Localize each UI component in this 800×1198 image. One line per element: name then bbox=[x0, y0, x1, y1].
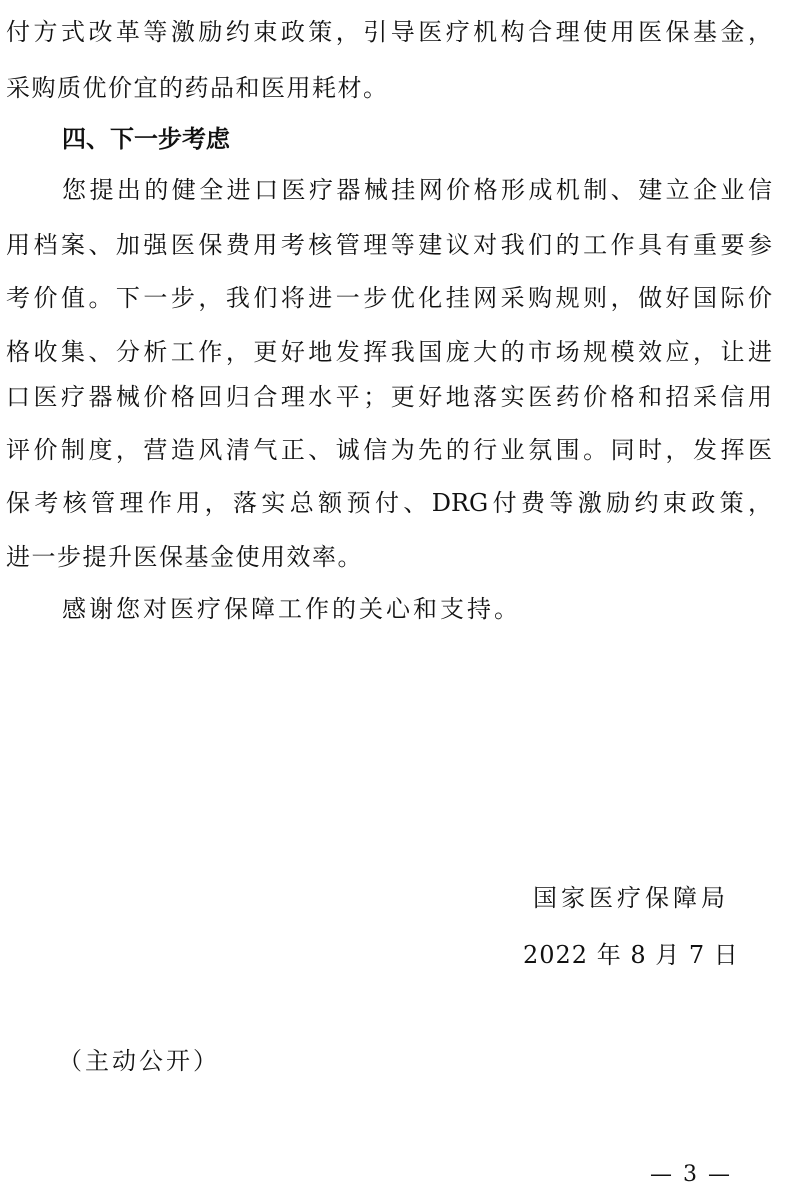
closing-line: 感谢您对医疗保障工作的关心和支持。 bbox=[62, 595, 521, 623]
page-number: — 3 — bbox=[650, 1162, 732, 1187]
body-line-9: 保考核管理作用，落实总额预付、DRG付费等激励约束政策， bbox=[6, 489, 772, 517]
body-line-5: 考价值。下一步，我们将进一步优化挂网采购规则，做好国际价 bbox=[6, 284, 772, 312]
disclosure-note: （主动公开） bbox=[58, 1047, 220, 1075]
body-line-8: 评价制度，营造风清气正、诚信为先的行业氛围。同时，发挥医 bbox=[6, 436, 772, 464]
signature-agency: 国家医疗保障局 bbox=[533, 884, 729, 912]
body-line-2: 采购质优价宜的药品和医用耗材。 bbox=[6, 74, 389, 102]
body-line-10: 进一步提升医保基金使用效率。 bbox=[6, 543, 363, 571]
body-line-4: 用档案、加强医保费用考核管理等建议对我们的工作具有重要参 bbox=[6, 231, 772, 259]
body-line-3: 您提出的健全进口医疗器械挂网价格形成机制、建立企业信 bbox=[62, 176, 772, 204]
body-line-7: 口医疗器械价格回归合理水平；更好地落实医药价格和招采信用 bbox=[6, 383, 772, 411]
signature-date: 2022 年 8 月 7 日 bbox=[523, 941, 739, 969]
body-line-6: 格收集、分析工作，更好地发挥我国庞大的市场规模效应，让进 bbox=[6, 338, 772, 366]
body-line-1: 付方式改革等激励约束政策，引导医疗机构合理使用医保基金， bbox=[6, 18, 772, 46]
section-heading: 四、下一步考虑 bbox=[62, 125, 230, 153]
